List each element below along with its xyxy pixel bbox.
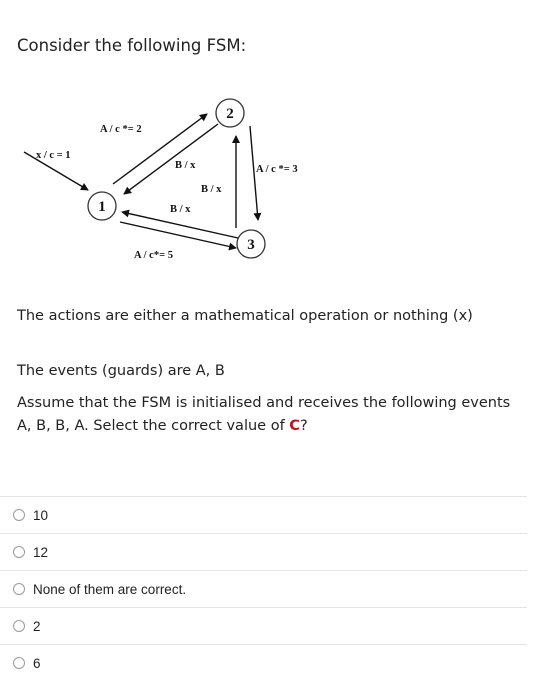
answer-option-label: None of them are correct. — [33, 581, 187, 597]
question-prompt-end: ? — [299, 418, 308, 434]
answer-options — [0, 496, 527, 681]
fsm-state-1-label: 1 — [98, 199, 106, 215]
radio-button[interactable] — [13, 657, 25, 669]
answer-option-label: 10 — [33, 507, 49, 523]
question-title: Consider the following FSM: — [17, 36, 247, 55]
radio-button[interactable] — [13, 583, 25, 595]
fsm-state-2 — [216, 99, 244, 127]
answer-option-label: 2 — [33, 618, 41, 634]
fsm-diagram — [0, 80, 543, 280]
radio-button[interactable] — [13, 620, 25, 632]
question-prompt-text: Assume that the FSM is initialised and receives the following events A, B, B, A. Select the correct value of — [17, 395, 511, 434]
answer-option-2[interactable] — [0, 607, 527, 644]
fsm-state-3 — [237, 230, 265, 258]
variable-c: C — [289, 418, 300, 434]
answer-option-12[interactable] — [0, 533, 527, 570]
answer-option-6[interactable] — [0, 644, 527, 681]
fsm-arrow-1-to-3 — [120, 222, 236, 248]
fsm-label-1-to-2: A / c *= 2 — [100, 124, 142, 135]
radio-button[interactable] — [13, 509, 25, 521]
answer-option-label: 6 — [33, 655, 41, 671]
fsm-label-2-to-3: A / c *= 3 — [256, 164, 298, 175]
events-description: The events (guards) are A, B — [17, 363, 225, 379]
fsm-state-1 — [88, 192, 116, 220]
fsm-label-initial: x / c = 1 — [36, 150, 71, 161]
radio-button[interactable] — [13, 546, 25, 558]
fsm-label-3-to-2: B / x — [201, 184, 222, 195]
actions-description: The actions are either a mathematical operation or nothing (x) — [17, 308, 473, 324]
fsm-state-2-label: 2 — [226, 106, 234, 122]
fsm-label-2-to-1: B / x — [175, 160, 196, 171]
fsm-state-3-label: 3 — [247, 237, 255, 253]
answer-option-none[interactable] — [0, 570, 527, 607]
fsm-label-3-to-1: B / x — [170, 204, 191, 215]
fsm-label-1-to-3: A / c*= 5 — [134, 250, 173, 261]
answer-option-label: 12 — [33, 544, 49, 560]
answer-option-10[interactable] — [0, 496, 527, 533]
question-prompt — [17, 392, 527, 438]
fsm-arrow-3-to-1 — [122, 212, 238, 238]
